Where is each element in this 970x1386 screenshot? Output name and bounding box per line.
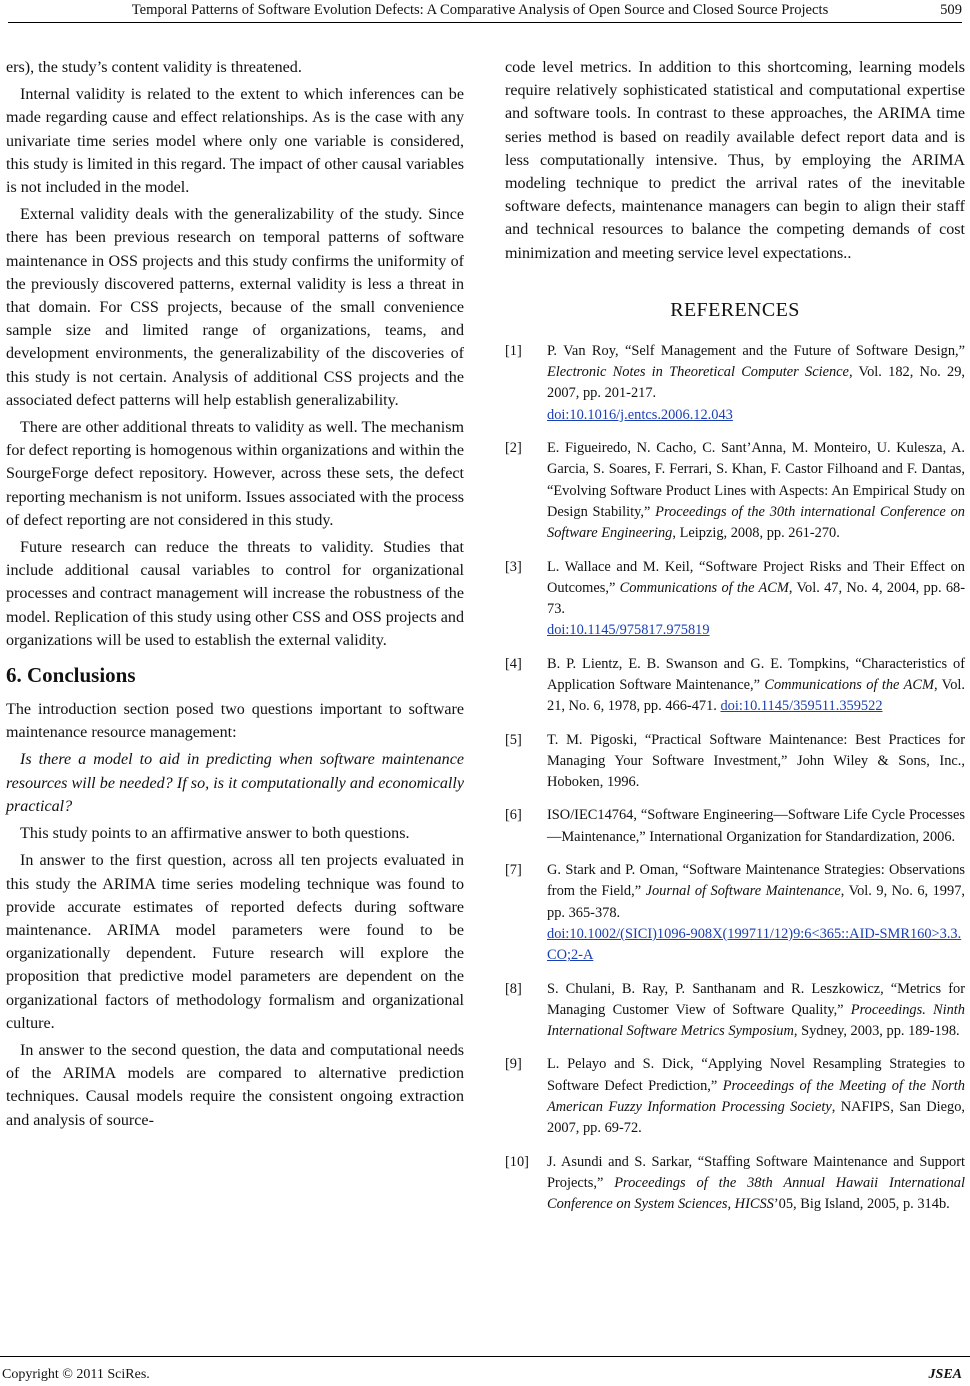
reference-number: [7]	[505, 862, 522, 879]
reference-number: [9]	[505, 1056, 522, 1073]
reference-authors-title: L. Pelayo and S. Dick, “Applying Novel Resampling Strategies to Software Defect Prediction,”	[547, 1056, 965, 1094]
reference-item	[505, 438, 965, 544]
reference-authors-title: ISO/IEC14764, “Software Engineering—Software Life Cycle Processes—Maintenance,” International Organization for Standardization, 2006.	[547, 807, 965, 845]
reference-number: [6]	[505, 807, 522, 824]
paragraph: This study points to an affirmative answer to both questions.	[20, 825, 410, 843]
paragraph: External validity deals with the generalizability of the study. Since there has been previous research on temporal patterns of software maintenance in OSS projects and this study confirms the uniformity of the previously discovered patterns, external validity is less a threat in that domain. For CSS projects, because of the small convenience sample size and limited range of organizations, teams, and development environments, the generalizability of the discoveries of this study is not certain. Analysis of additional CSS projects and the associated defect patterns will help establish generalizability.	[6, 206, 464, 409]
reference-text	[547, 1054, 965, 1139]
reference-text	[547, 805, 965, 848]
reference-number: [10]	[505, 1153, 529, 1170]
reference-number: [5]	[505, 731, 522, 748]
reference-number: [3]	[505, 558, 522, 575]
reference-item	[505, 730, 965, 794]
reference-authors-title: L. Wallace and M. Keil, “Software Project Risks and Their Effect on Outcomes,”	[547, 558, 965, 596]
reference-text	[547, 438, 965, 544]
reference-text	[547, 1152, 965, 1216]
reference-authors-title: B. P. Lientz, E. B. Swanson and G. E. Tompkins, “Characteristics of Application Software Maintenance,”	[547, 655, 965, 693]
references-heading: REFERENCES	[670, 298, 800, 321]
footer	[0, 1366, 970, 1384]
paragraph: Internal validity is related to the extent to which inferences can be made regarding cause and effect relationships. As is the case with any univariate time series model where only one variable is considered, this study is limited in this regard. The impact of other causal variables is not included in the model.	[6, 86, 464, 197]
reference-venue: Proceedings of the 30th international Conference on Software Engineering	[547, 503, 965, 542]
reference-details: , Vol. 47, No. 4, 2004, pp. 68-73.	[547, 579, 965, 618]
reference-authors-title: P. Van Roy, “Self Management and the Future of Software Design,”	[547, 342, 965, 359]
reference-details: ’05, Big Island, 2005, p. 314b.	[773, 1196, 950, 1213]
reference-item	[505, 805, 965, 848]
reference-venue: Proceedings of the 38th Annual Hawaii International Conference on System Sciences, HICSS	[547, 1174, 965, 1213]
reference-venue: Journal of Software Maintenance	[645, 883, 841, 900]
left-column	[6, 56, 464, 1136]
reference-item	[505, 1054, 965, 1139]
reference-text	[547, 557, 965, 642]
reference-item	[505, 979, 965, 1043]
reference-details: , Vol. 9, No. 6, 1997, pp. 365-378.	[547, 883, 965, 921]
journal-abbreviation: JSEA	[928, 1367, 962, 1382]
reference-venue: Proceedings. Ninth International Software Metrics Symposium	[547, 1001, 965, 1040]
reference-number: [2]	[505, 440, 522, 457]
page-number: 509	[940, 2, 962, 18]
reference-text	[547, 654, 965, 718]
reference-details: , Leipzig, 2008, pp. 261-270.	[672, 525, 840, 542]
running-title: Temporal Patterns of Software Evolution Defects: A Comparative Analysis of Open Source and Closed Source Projects	[131, 2, 829, 18]
reference-text	[547, 979, 965, 1043]
reference-authors-title: J. Asundi and S. Sarkar, “Staffing Software Maintenance and Support Projects,”	[547, 1153, 965, 1191]
reference-number: [4]	[505, 655, 522, 672]
reference-details: , Sydney, 2003, pp. 189-198.	[793, 1023, 960, 1040]
reference-number: [8]	[505, 980, 522, 997]
paragraph: code level metrics. In addition to this shortcoming, learning models require relatively sophisticated statistical and computational expertise and software tools. In contrast to these approaches, the ARIMA time series method is based on readily available defect report data and is less computationally intensive. Thus, by employing the ARIMA modeling technique to predict the arrival rates of the inevitable software defects, maintenance managers can begin to align their staff and technical resources to balance the competing demands of cost minimization and meeting service level expectations..	[505, 59, 965, 262]
reference-item	[505, 860, 965, 966]
reference-authors-title: T. M. Pigoski, “Practical Software Maintenance: Best Practices for Managing Your Software Investment,” John Wiley & Sons, Inc., Hoboken, 1996.	[547, 731, 965, 791]
reference-venue: Communications of the ACM	[619, 579, 789, 596]
reference-text	[547, 341, 965, 426]
reference-authors-title: E. Figueiredo, N. Cacho, C. Sant’Anna, M. Monteiro, U. Kulesza, A. Garcia, S. Soares, F. Ferrari, S. Khan, F. Castor Filhoand and F. Dantas, “Evolving Software Product Lines with Aspects: An Empirical Study on Design Stability,”	[547, 440, 965, 520]
doi-link[interactable]: doi:10.1016/j.entcs.2006.12.043	[547, 406, 733, 423]
header-rule	[8, 22, 962, 23]
paragraph: In answer to the second question, the data and computational needs of the ARIMA models are compared to alternative prediction techniques. Causal models require the consistent ongoing extraction and analysis of source-	[6, 1041, 464, 1129]
reference-venue: Proceedings of the Meeting of the North American Fuzzy Information Processing Society	[547, 1077, 965, 1116]
paragraph: In answer to the first question, across all ten projects evaluated in this study the ARIMA time series modeling technique was found to provide accurate estimates of reported defects during software maintenance. ARIMA model parameters were found to be organizationally dependent. Future research will explore the proposition that predictive model parameters are dependent on the organizational factors of methodology formalism and organizational culture.	[6, 852, 464, 1032]
paragraph: The introduction section posed two questions important to software maintenance resource management:	[6, 701, 464, 742]
reference-authors-title: G. Stark and P. Oman, “Software Maintenance Strategies: Observations from the Field,”	[547, 862, 965, 900]
footer-rule	[0, 1356, 970, 1357]
paragraph: ers), the study’s content validity is threatened.	[6, 59, 302, 76]
reference-item	[505, 557, 965, 642]
reference-authors-title: S. Chulani, B. Ray, P. Santhanam and R. Leszkowicz, “Metrics for Managing Customer View of Software Quality,”	[547, 980, 965, 1018]
reference-details: , NAFIPS, San Diego, 2007, pp. 69-72.	[547, 1099, 965, 1137]
right-column	[505, 56, 965, 1228]
reference-item	[505, 341, 965, 426]
reference-list	[505, 341, 965, 1216]
section-heading-conclusions: 6. Conclusions	[6, 663, 136, 688]
reference-text	[547, 860, 965, 966]
reference-venue: Communications of the ACM	[764, 676, 934, 693]
doi-link[interactable]: doi:10.1145/359511.359522	[720, 698, 883, 715]
paragraph: There are other additional threats to validity as well. The mechanism for defect reporting is homogenous within organizations and within the SourgeForge defect repository. However, across these sets, the defect reporting mechanism is not uniform. Issues associated with the process of defect reporting are not considered in this study.	[6, 419, 464, 529]
paragraph: Future research can reduce the threats to validity. Studies that include additional causal variables to control for organizational processes and contract management will increase the robustness of the model. Replication of this study using other CSS and OSS projects and organizations will be used to establish the external validity.	[6, 539, 464, 649]
running-header	[0, 0, 970, 24]
copyright-notice: Copyright © 2011 SciRes.	[2, 1367, 150, 1382]
reference-details: , Vol. 182, No. 29, 2007, pp. 201-217.	[547, 364, 965, 402]
reference-details: , Vol. 21, No. 6, 1978, pp. 466-471.	[547, 676, 966, 715]
reference-item	[505, 654, 965, 718]
research-questions: Is there a model to aid in predicting when software maintenance resources will be needed? If so, is it computationally and economically practical?	[6, 751, 464, 815]
reference-number: [1]	[505, 342, 522, 359]
reference-text	[547, 730, 965, 794]
reference-venue: Electronic Notes in Theoretical Computer Science	[547, 364, 849, 381]
reference-item	[505, 1152, 965, 1216]
doi-link[interactable]: doi:10.1145/975817.975819	[547, 622, 710, 639]
doi-link[interactable]: doi:10.1002/(SICI)1096-908X(199711/12)9:6<365::AID-SMR160>3.3.CO;2-A	[547, 925, 962, 964]
